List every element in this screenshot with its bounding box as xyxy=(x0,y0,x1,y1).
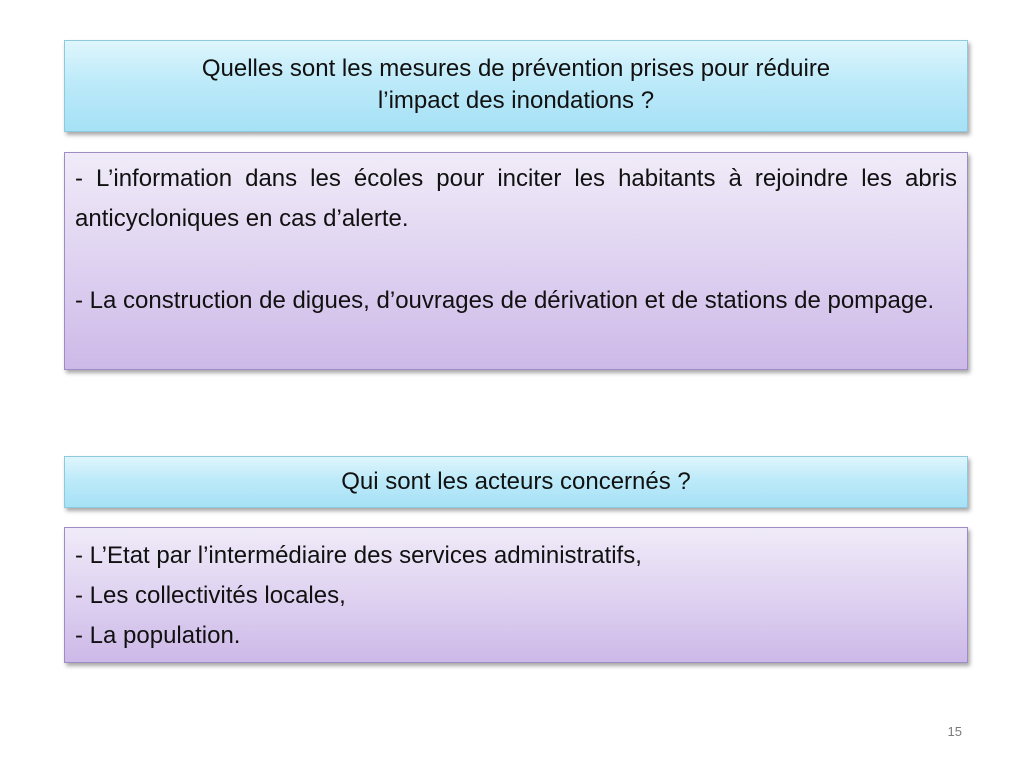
answer-spacer xyxy=(75,239,957,281)
page-number: 15 xyxy=(947,724,962,739)
prevention-answer-information: - L’information dans les écoles pour inciter les habitants à rejoindre les abris anticycloniques en cas d’alerte. xyxy=(75,165,957,232)
prevention-question-line-2: l’impact des inondations ? xyxy=(377,87,655,114)
actors-question: Qui sont les acteurs concernés ? xyxy=(341,468,691,495)
actor-population: - La population. xyxy=(75,622,241,649)
actor-state: - L’Etat par l’intermédiaire des services administratifs, xyxy=(75,542,642,569)
prevention-answer-box xyxy=(64,152,968,370)
prevention-answer-construction: - La construction de digues, d’ouvrages de dérivation et de stations de pompage. xyxy=(75,287,935,314)
prevention-question-line-1: Quelles sont les mesures de prévention prises pour réduire xyxy=(201,55,831,82)
prevention-question-box xyxy=(64,40,968,132)
actors-answer-box xyxy=(64,527,968,663)
actors-question-box xyxy=(64,456,968,508)
actor-local-authorities: - Les collectivités locales, xyxy=(75,582,346,609)
